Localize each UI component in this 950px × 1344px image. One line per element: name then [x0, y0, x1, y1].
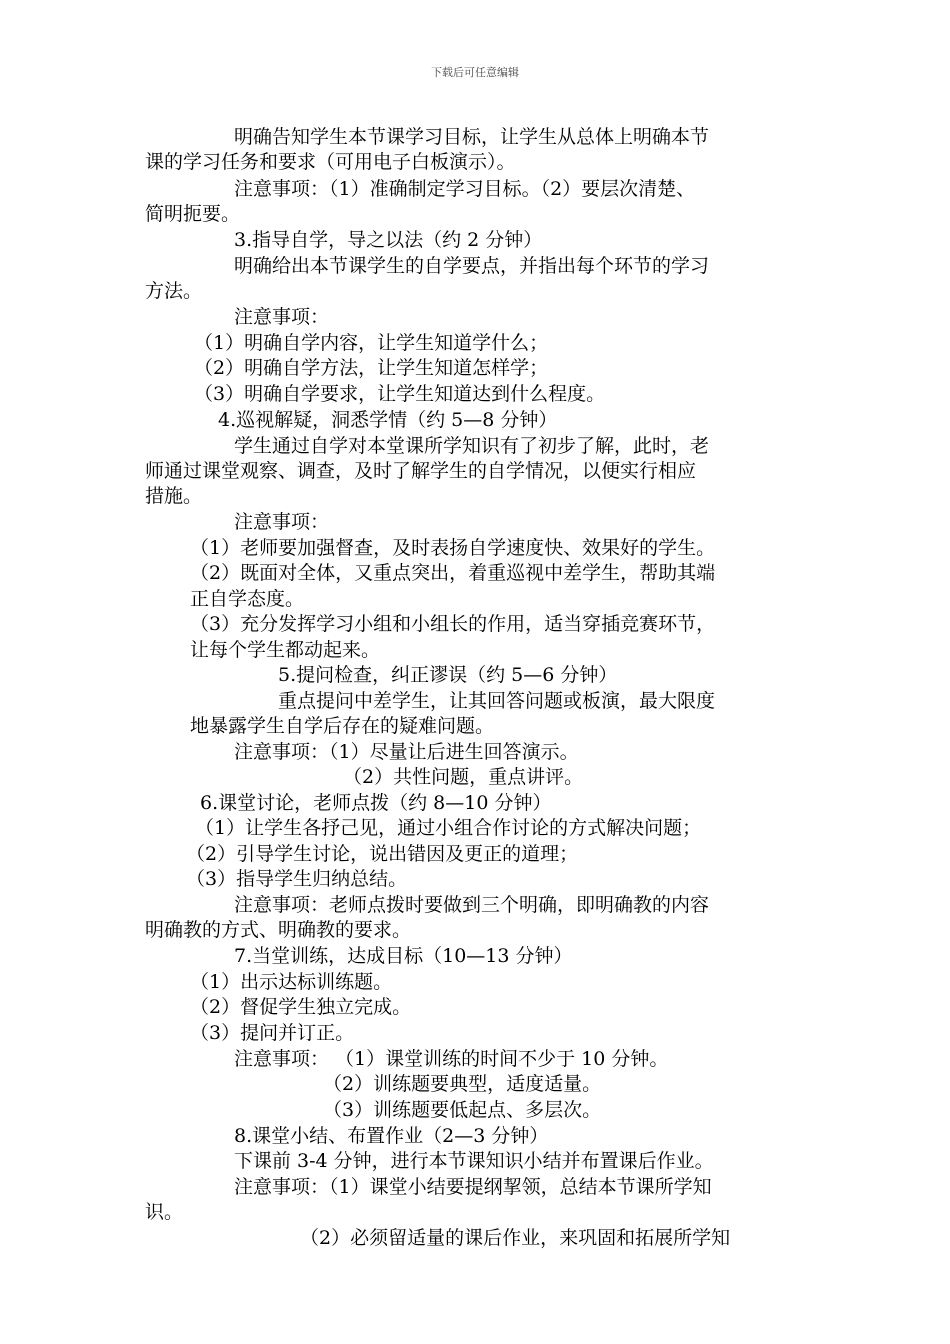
- section-heading: 6.课堂讨论，老师点拨（约 8—10 分钟）: [200, 792, 552, 814]
- text-line: 下课前 3-4 分钟，进行本节课知识小结并布置课后作业。: [234, 1150, 714, 1172]
- text-line: 措施。: [145, 485, 203, 507]
- list-item: （2）既面对全体，又重点突出，着重巡视中差学生，帮助其端: [190, 562, 716, 584]
- list-item: （3）提问并订正。: [190, 1022, 355, 1044]
- section-heading: 3.指导自学，导之以法（约 2 分钟）: [234, 229, 543, 251]
- list-item: （2）引导学生讨论，说出错因及更正的道理；: [186, 843, 579, 865]
- text-line: 注意事项：老师点拨时要做到三个明确，即明确教的内容: [234, 894, 710, 916]
- list-item: （2）共性问题，重点讲评。: [343, 766, 584, 788]
- list-item: （2）训练题要典型，适度适量。: [323, 1073, 602, 1095]
- text-line: 注意事项：（1）准确制定学习目标。（2）要层次清楚、: [234, 178, 696, 200]
- list-item: （3）明确自学要求，让学生知道达到什么程度。: [194, 383, 606, 405]
- text-line: 明确告知学生本节课学习目标，让学生从总体上明确本节: [234, 126, 710, 148]
- text-line: 明确教的方式、明确教的要求。: [145, 919, 412, 941]
- text-line: 学生通过自学对本堂课所学知识有了初步了解，此时，老: [234, 435, 710, 457]
- list-item: （1）出示达标训练题。: [190, 971, 393, 993]
- list-item: （3）充分发挥学习小组和小组长的作用，适当穿插竞赛环节，: [190, 613, 716, 635]
- text-line: 方法。: [145, 280, 203, 302]
- text-line: 注意事项：（1）尽量让后进生回答演示。: [234, 741, 579, 763]
- section-heading: 8.课堂小结、布置作业（2—3 分钟）: [234, 1125, 549, 1147]
- list-item: （3）指导学生归纳总结。: [186, 868, 408, 890]
- text-line: 识。: [145, 1201, 184, 1223]
- list-item: 正自学态度。: [190, 588, 305, 610]
- text-line: 课的学习任务和要求（可用电子白板演示）。: [145, 151, 516, 173]
- text-line: 重点提问中差学生，让其回答问题或板演，最大限度: [278, 690, 716, 712]
- text-line: 简明扼要。: [145, 203, 241, 225]
- list-item: （2）必须留适量的课后作业，来巩固和拓展所学知: [300, 1227, 731, 1249]
- page-header: 下载后可任意编辑: [431, 66, 519, 79]
- text-line: 师通过课堂观察、调查，及时了解学生的自学情况，以便实行相应: [145, 460, 697, 482]
- list-item: （2）督促学生独立完成。: [190, 996, 412, 1018]
- list-item: （3）训练题要低起点、多层次。: [323, 1099, 602, 1121]
- list-item: （1）明确自学内容，让学生知道学什么；: [194, 332, 549, 354]
- text-line: 注意事项：: [234, 306, 330, 328]
- text-line: 注意事项：（1）课堂小结要提纲挈领，总结本节课所学知: [234, 1176, 712, 1198]
- section-heading: 5.提问检查，纠正谬误（约 5—6 分钟）: [278, 664, 618, 686]
- section-heading: 4.巡视解疑，洞悉学情（约 5—8 分钟）: [218, 409, 558, 431]
- text-line: 注意事项： （1）课堂训练的时间不少于 10 分钟。: [234, 1048, 669, 1070]
- list-item: 让每个学生都动起来。: [190, 639, 381, 661]
- list-item: （1）让学生各抒己见，通过小组合作讨论的方式解决问题；: [195, 817, 702, 839]
- text-line: 明确给出本节课学生的自学要点，并指出每个环节的学习: [234, 255, 710, 277]
- list-item: （2）明确自学方法，让学生知道怎样学；: [194, 357, 549, 379]
- section-heading: 7.当堂训练，达成目标（10—13 分钟）: [234, 945, 573, 967]
- text-line: 地暴露学生自学后存在的疑难问题。: [190, 715, 495, 737]
- list-item: （1）老师要加强督查，及时表扬自学速度快、效果好的学生。: [190, 537, 716, 559]
- text-line: 注意事项：: [234, 511, 330, 533]
